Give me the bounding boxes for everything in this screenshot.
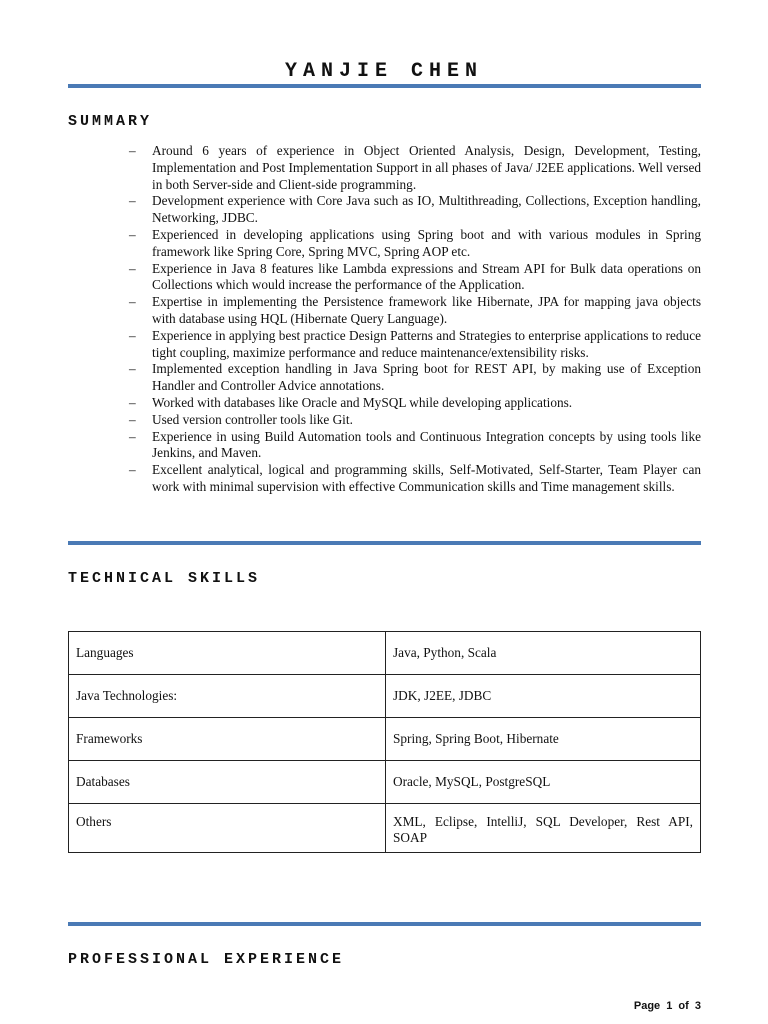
summary-item [129, 412, 701, 429]
page-label: Page [633, 1000, 661, 1012]
bullet-dash: – [129, 143, 136, 158]
skill-category: Frameworks [69, 718, 386, 761]
skill-values: XML, Eclipse, IntelliJ, SQL Developer, Rest API, SOAP [386, 804, 701, 853]
table-row [69, 761, 701, 804]
summary-item-text: Worked with databases like Oracle and MySQL while developing applications. [152, 394, 573, 410]
summary-item [129, 143, 701, 193]
table-row [69, 804, 701, 853]
bullet-dash: – [129, 394, 136, 410]
summary-item [129, 227, 701, 261]
summary-item-text: Expertise in implementing the Persistence framework like Hibernate, JPA for mapping java objects with database using HQL (Hibernate Query Language). [152, 294, 701, 326]
summary-item [129, 429, 701, 463]
summary-list [129, 143, 701, 496]
summary-item [129, 328, 701, 362]
bullet-dash: – [129, 226, 136, 242]
summary-item [129, 261, 701, 295]
skill-category: Others [69, 804, 386, 853]
skill-values: Spring, Spring Boot, Hibernate [386, 718, 701, 761]
skill-values: JDK, J2EE, JDBC [386, 675, 701, 718]
technical-skills-table [68, 631, 701, 853]
summary-divider [68, 541, 701, 545]
summary-item [129, 193, 701, 227]
bullet-dash: – [129, 294, 136, 310]
skill-category: Java Technologies: [69, 675, 386, 718]
table-row [69, 718, 701, 761]
bullet-dash: – [129, 260, 136, 276]
summary-item-text: Implemented exception handling in Java Spring boot for REST API, by making use of Exception Handler and Controller Advice annotations. [152, 361, 701, 394]
page-of-label: of [678, 1000, 689, 1012]
summary-item [129, 462, 701, 496]
skill-category: Languages [69, 632, 386, 675]
page-number [634, 1000, 701, 1012]
summary-item-text: Experience in using Build Automation tools and Continuous Integration concepts by using tools like Jenkins, and Maven. [152, 428, 701, 461]
bullet-dash: – [129, 327, 136, 343]
bullet-dash: – [129, 193, 136, 209]
skill-values: Java, Python, Scala [386, 632, 701, 675]
table-row [69, 632, 701, 675]
candidate-name: YANJIE CHEN [284, 60, 484, 83]
professional-experience-heading: PROFESSIONAL EXPERIENCE [68, 951, 345, 968]
skills-divider [68, 922, 701, 926]
bullet-dash: – [129, 411, 136, 427]
page-current: 1 [666, 1000, 673, 1012]
page-total: 3 [694, 1000, 701, 1012]
header-divider [68, 84, 701, 88]
table-row [69, 675, 701, 718]
skill-category: Databases [69, 761, 386, 804]
summary-item [129, 361, 701, 395]
summary-heading: SUMMARY [68, 113, 153, 130]
skill-values: Oracle, MySQL, PostgreSQL [386, 761, 701, 804]
bullet-dash: – [129, 462, 136, 478]
summary-item-text: Excellent analytical, logical and programming skills, Self-Motivated, Self-Starter, Team Player can work with minimal supervision with effective Communication skills and Time management skills. [152, 462, 701, 494]
summary-item-text: Experience in applying best practice Design Patterns and Strategies to enterprise applications to reduce tight coupling, maximize performance and reduce maintenance/extensibility risks. [152, 327, 701, 360]
summary-item [129, 395, 701, 412]
summary-item-text: Experienced in developing applications using Spring boot and with various modules in Spring framework like Spring Core, Spring MVC, Spring AOP etc. [152, 226, 701, 259]
summary-item-text: Around 6 years of experience in Object Oriented Analysis, Design, Development, Testing, Implementation and Post Implementation Support in all phases of Java/ J2EE applications. Well versed in both Server-side and Client-side programming. [152, 143, 701, 192]
summary-item-text: Experience in Java 8 features like Lambda expressions and Stream API for Bulk data operations on Collections which would increase the performance of the Application. [152, 260, 701, 293]
bullet-dash: – [129, 361, 136, 377]
summary-item-text: Development experience with Core Java such as IO, Multithreading, Collections, Exception handling, Networking, JDBC. [152, 193, 701, 226]
summary-item [129, 294, 701, 328]
bullet-dash: – [129, 428, 136, 444]
technical-skills-heading: TECHNICAL SKILLS [68, 570, 261, 587]
summary-item-text: Used version controller tools like Git. [152, 411, 353, 427]
